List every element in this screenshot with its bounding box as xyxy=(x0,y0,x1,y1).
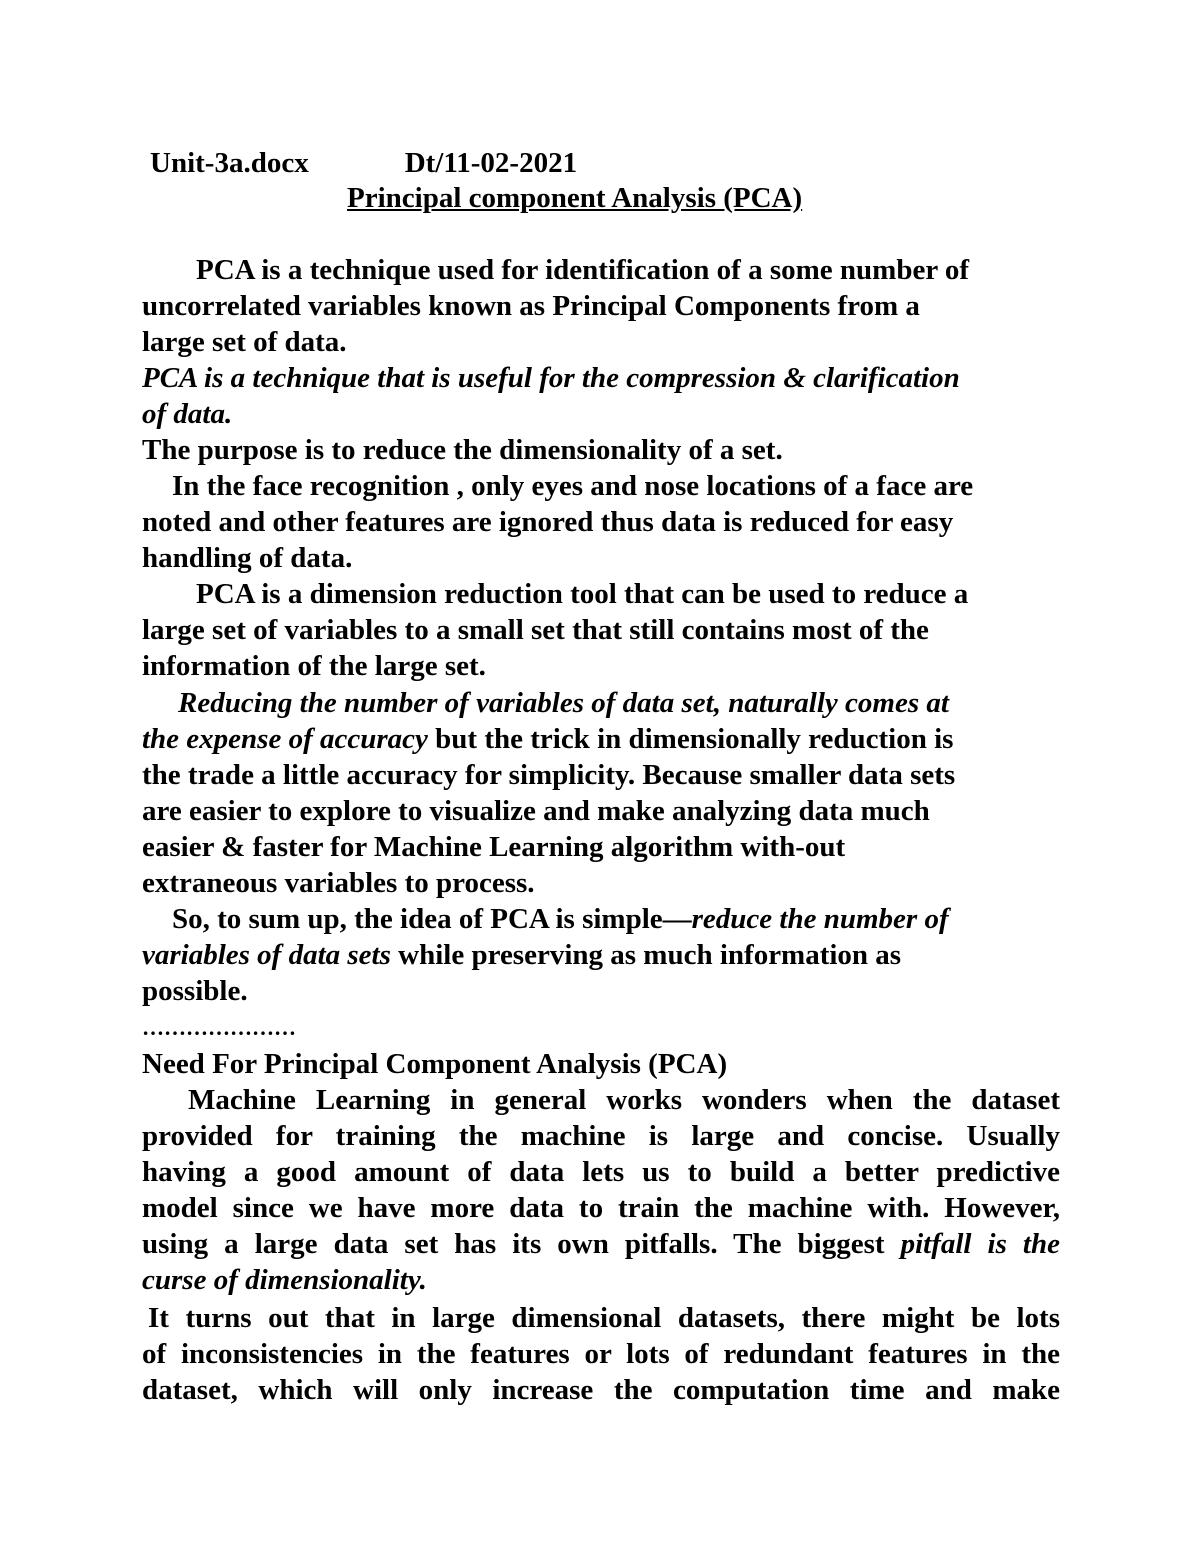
doc-header xyxy=(150,145,577,181)
text-line: large set of variables to a small set that still contains most of the xyxy=(142,614,929,646)
text-line: Machine Learning in general works wonders when the dataset xyxy=(188,1084,1060,1116)
emphasis: the expense of accuracy xyxy=(142,723,428,755)
emphasis: pitfall is the xyxy=(900,1228,1060,1260)
text-line: PCA is a technique that is useful for the compression & clarification xyxy=(142,362,960,394)
filename: Unit-3a.docx xyxy=(150,147,309,179)
text-line: The purpose is to reduce the dimensionality of a set. xyxy=(142,434,783,466)
text-line: PCA is a technique used for identification of a some number of xyxy=(196,254,970,286)
text-line: So, to sum up, the idea of PCA is simple—reduce the number of xyxy=(172,903,949,935)
text-line: In the face recognition , only eyes and nose locations of a face are xyxy=(172,470,974,502)
text-line: dataset, which will only increase the computation time and make xyxy=(142,1374,1060,1406)
text-line: extraneous variables to process. xyxy=(142,867,535,899)
text-line: possible. xyxy=(142,975,248,1007)
emphasis: variables of data sets xyxy=(142,939,391,971)
text-line: large set of data. xyxy=(142,326,347,358)
text-line: easier & faster for Machine Learning algorithm with-out xyxy=(142,831,846,863)
text-line: curse of dimensionality. xyxy=(142,1264,427,1296)
text-line: It turns out that in large dimensional datasets, there might be lots xyxy=(148,1302,1060,1334)
text-line: noted and other features are ignored thus data is reduced for easy xyxy=(142,506,954,538)
dotted-separator: ………………… xyxy=(142,1015,296,1040)
text-line: are easier to explore to visualize and make analyzing data much xyxy=(142,795,930,827)
text-line: provided for training the machine is large and concise. Usually xyxy=(142,1120,1060,1152)
text-line: Reducing the number of variables of data set, naturally comes at xyxy=(178,687,949,719)
text-line: variables of data sets while preserving as much information as xyxy=(142,939,902,971)
text-line: using a large data set has its own pitfalls. The biggest pitfall is the xyxy=(142,1228,1060,1260)
doc-title: Principal component Analysis (PCA) xyxy=(347,182,803,214)
emphasis: reduce the number of xyxy=(691,903,949,935)
text-line: model since we have more data to train the machine with. However, xyxy=(142,1192,1060,1224)
text-line: of inconsistencies in the features or lots of redundant features in the xyxy=(142,1338,1060,1370)
text-line: the trade a little accuracy for simplicity. Because smaller data sets xyxy=(142,759,956,791)
text-line: of data. xyxy=(142,398,233,430)
text-line: handling of data. xyxy=(142,542,353,574)
text-line: having a good amount of data lets us to build a better predictive xyxy=(142,1156,1060,1188)
section-heading: Need For Principal Component Analysis (PCA) xyxy=(142,1048,728,1080)
doc-date: Dt/11-02-2021 xyxy=(404,147,578,179)
text-line: the expense of accuracy but the trick in dimensionally reduction is xyxy=(142,723,954,755)
text-line: information of the large set. xyxy=(142,650,486,682)
text-line: PCA is a dimension reduction tool that can be used to reduce a xyxy=(196,578,969,610)
text-line: uncorrelated variables known as Principal Components from a xyxy=(142,290,920,322)
